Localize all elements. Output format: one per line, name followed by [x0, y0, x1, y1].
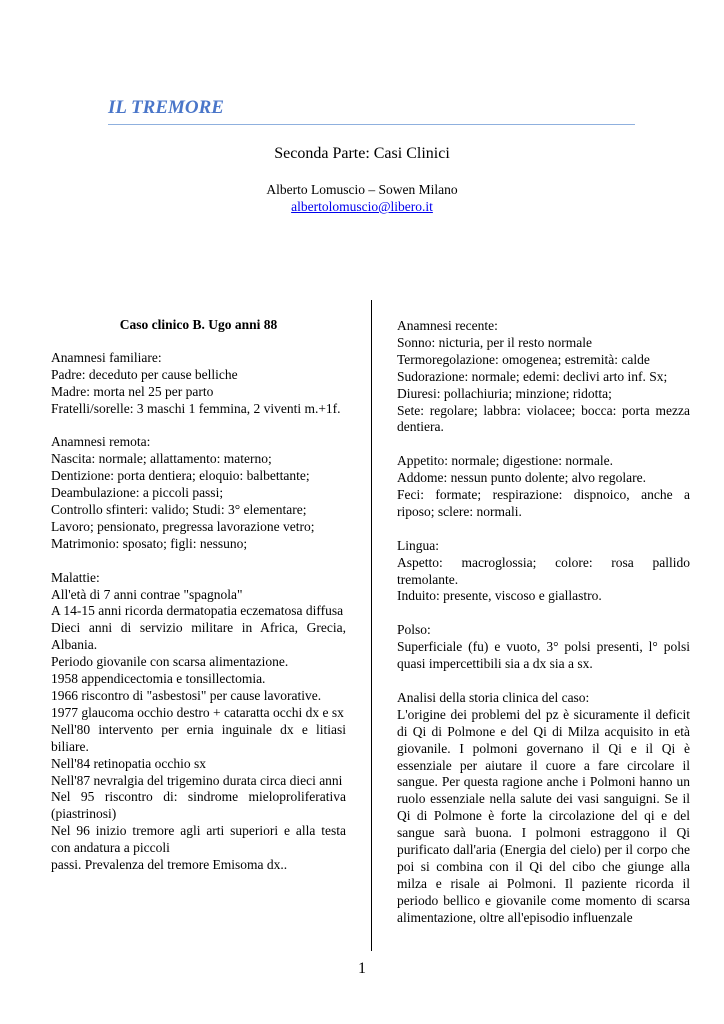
text-line: Feci: formate; respirazione: dispnoico, anche a riposo; sclere: normali. [397, 487, 690, 519]
text-line: Dentizione: porta dentiera; eloquio: balbettante; [51, 468, 310, 484]
text-line: Sudorazione: normale; edemi: declivi arto inf. Sx; [397, 368, 668, 384]
anamnesi-remota-section [51, 434, 346, 552]
text-line: Appetito: normale; digestione: normale. [397, 453, 613, 469]
text-line: Lavoro; pensionato, pregressa lavorazione vetro; [51, 518, 315, 534]
text-line: Matrimonio: sposato; figli: nessuno; [51, 535, 248, 551]
text-line: Fratelli/sorelle: 3 maschi 1 femmina, 2 viventi m.+1f. [51, 400, 341, 416]
anamnesi-recente-section [397, 318, 690, 436]
text-line: Madre: morta nel 25 per parto [51, 383, 214, 399]
malattie-section [51, 570, 346, 874]
lingua-section [397, 538, 690, 606]
text-line: 1977 glaucoma occhio destro + cataratta occhi dx e sx [51, 704, 344, 720]
anamnesi-familiare-section [51, 350, 346, 418]
polso-section [397, 622, 690, 673]
title-underline [108, 124, 635, 125]
text-line: Nell'80 intervento per ernia inguinale dx e litiasi biliare. [51, 721, 346, 754]
text-line: Periodo giovanile con scarsa alimentazione. [51, 654, 289, 670]
spacer [397, 605, 690, 622]
author-line: Alberto Lomuscio – Sowen Milano [266, 182, 458, 197]
author-email-line [0, 199, 724, 215]
section-heading: Anamnesi familiare: [51, 349, 162, 365]
section-heading: Analisi della storia clinica del caso: [397, 689, 590, 705]
text-line: A 14-15 anni ricorda dermatopatia eczematosa diffusa [51, 603, 344, 619]
text-line: passi. Prevalenza del tremore Emisoma dx.. [51, 857, 288, 873]
text-line: Dieci anni di servizio militare in Africa, Grecia, Albania. [51, 620, 346, 653]
appetito-section [397, 453, 690, 521]
right-column [397, 318, 690, 927]
analisi-section [397, 690, 690, 927]
spacer [51, 418, 346, 435]
section-heading: Polso: [397, 622, 431, 638]
text-line: Aspetto: macroglossia; colore: rosa pallido tremolante. [397, 554, 690, 587]
text-line: Nell'84 retinopatia occhio sx [51, 755, 207, 771]
text-line: Nel 96 inizio tremore agli arti superiori e alla testa con andatura a piccoli [51, 823, 346, 856]
text-line: Nell'87 nevralgia del trigemino durata circa dieci anni [51, 772, 343, 788]
case-title: Caso clinico B. Ugo anni 88 [119, 317, 278, 332]
paragraph: L'origine dei problemi del pz è sicuramente il deficit di Qi di Polmone e del Qi di Milza acquisito in età giovanile. I polmoni governano il Qi e il Qi è essenziale per aiutare il cuore a fare circolare il sangue. Per questa ragione anche i Polmoni hanno un ruolo essenziale nella salute dei vasi sanguigni. Se il Qi di Polmone è forte la circolazione del qi e del sangue sarà buona. I polmoni estraggono il Qi purificato dall'aria (Energia del cielo) per il corpo che poi si combina con il Qi del cibo che giunge alla milza e risale ai Polmoni. Il paziente ricorda il periodo bellico e giovanile come momento di scarsa alimentazione, oltre all'episodio influenzale [397, 706, 690, 925]
text-line: Induito: presente, viscoso e giallastro. [397, 588, 602, 604]
page-number: 1 [358, 960, 366, 977]
text-line: Deambulazione: a piccoli passi; [51, 485, 224, 501]
spacer [397, 436, 690, 453]
text-line: 1966 riscontro di "asbestosi" per cause lavorative. [51, 688, 322, 703]
text-line: All'età di 7 anni contrae "spagnola" [51, 586, 243, 602]
section-heading: Lingua: [397, 537, 439, 553]
spacer [397, 521, 690, 538]
document-subtitle: Seconda Parte: Casi Clinici [274, 145, 450, 162]
spacer [397, 673, 690, 690]
text-line: Addome: nessun punto dolente; alvo regolare. [397, 470, 646, 486]
text-line: Sete: regolare; labbra: violacee; bocca: porta mezza dentiera. [397, 402, 690, 435]
section-heading: Anamnesi recente: [397, 318, 498, 333]
text-line: Termoregolazione: omogenea; estremità: calde [397, 351, 650, 367]
left-column [51, 317, 346, 874]
document-title: IL TREMORE [108, 97, 224, 118]
text-line: Controllo sfinteri: valido; Studi: 3° elementare; [51, 502, 307, 518]
column-divider [371, 300, 372, 951]
section-heading: Malattie: [51, 569, 100, 585]
text-line: Diuresi: pollachiuria; minzione; ridotta; [397, 385, 612, 401]
text-line: Superficiale (fu) e vuoto, 3° polsi presenti, l° polsi quasi impercettibili sia a dx sia a sx. [397, 639, 690, 672]
text-line: Sonno: nicturia, per il resto normale [397, 334, 592, 350]
author-email-link[interactable]: albertolomuscio@libero.it [291, 199, 433, 214]
section-heading: Anamnesi remota: [51, 434, 151, 450]
spacer [51, 553, 346, 570]
text-line: Nel 95 riscontro di: sindrome mieloproliferativa (piastrinosi) [51, 789, 346, 822]
text-line: Padre: deceduto per cause belliche [51, 366, 238, 382]
text-line: Nascita: normale; allattamento: materno; [51, 451, 272, 467]
text-line: 1958 appendicectomia e tonsillectomia. [51, 671, 266, 687]
